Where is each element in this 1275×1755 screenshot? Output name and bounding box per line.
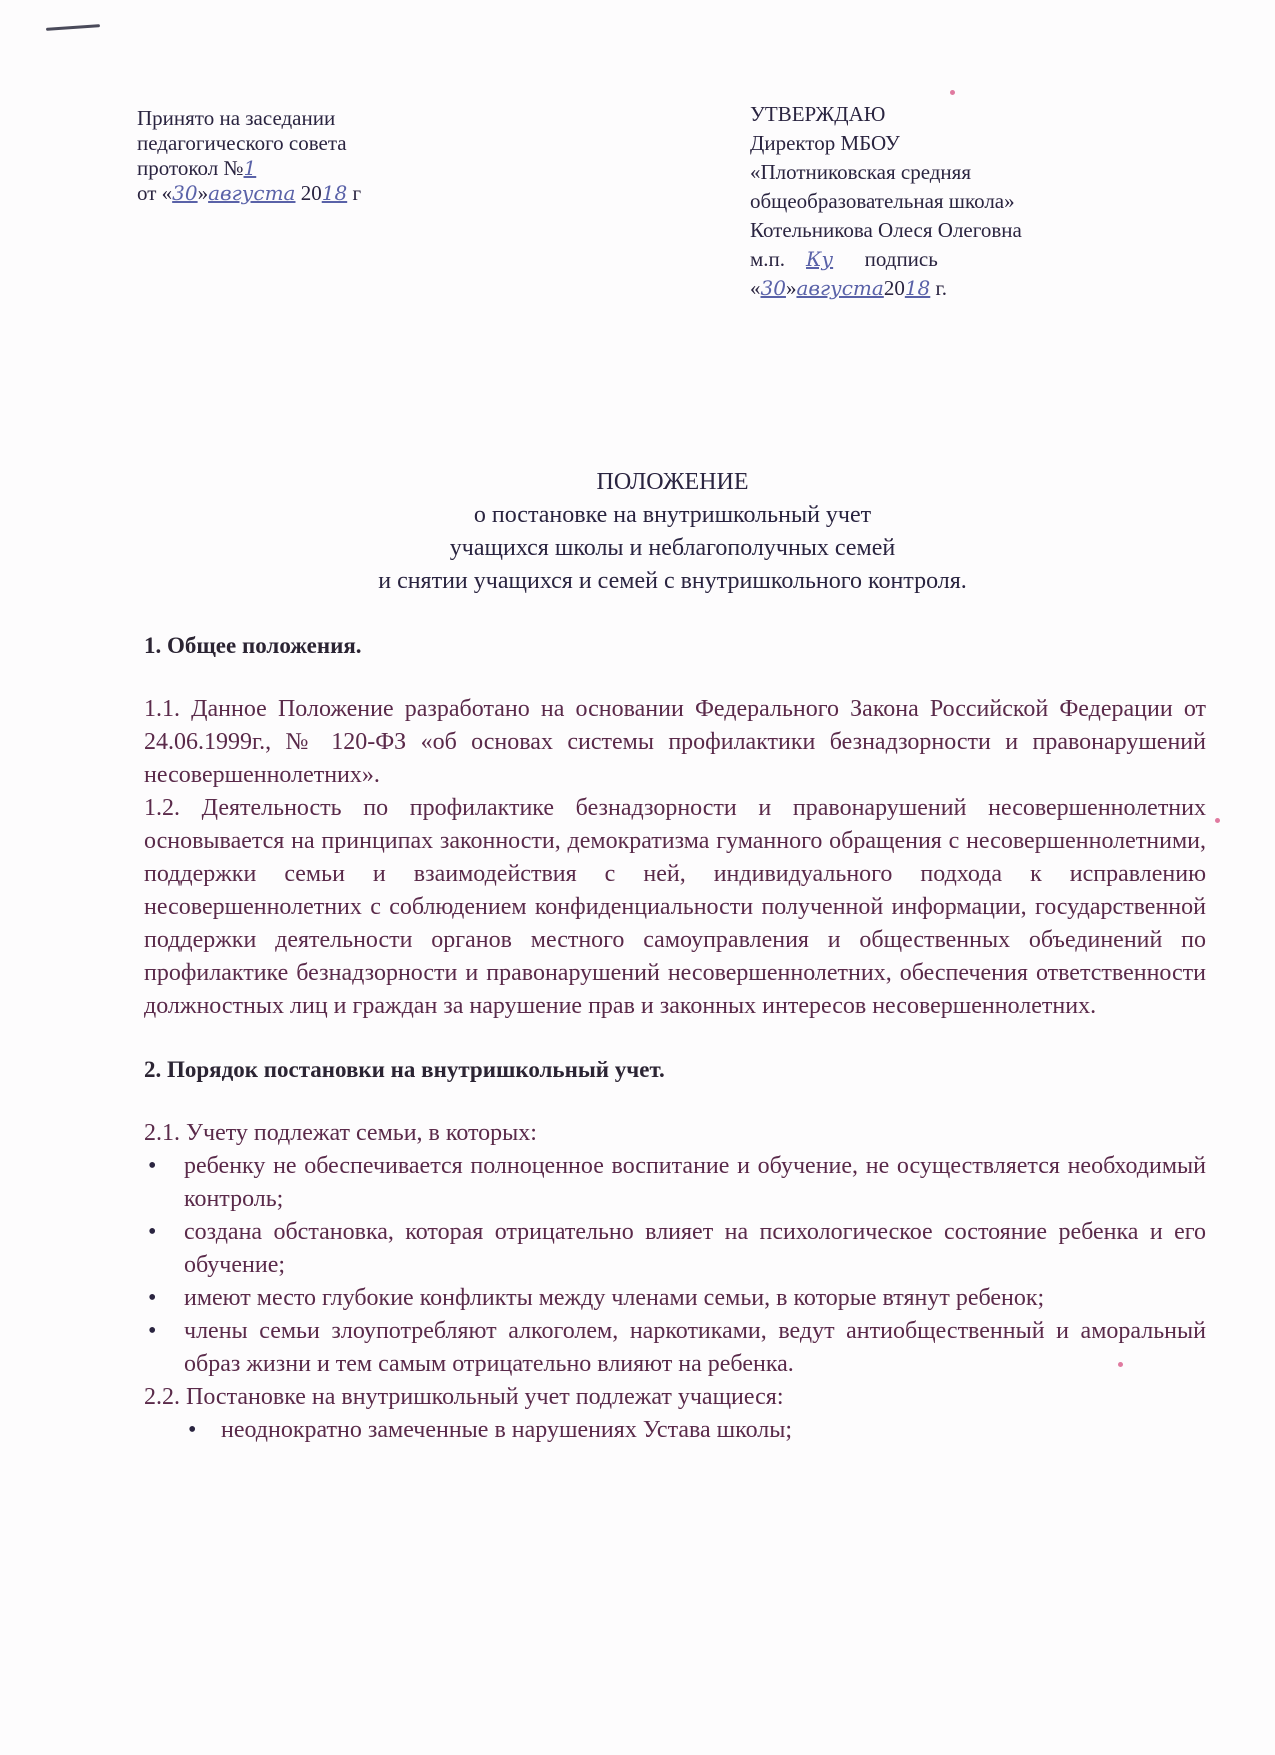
scan-speck: [1118, 1362, 1123, 1367]
title-line-1: ПОЛОЖЕНИЕ: [596, 469, 749, 495]
adoption-month-handwritten: августа: [208, 181, 296, 205]
bullet-icon: •: [148, 1285, 157, 1311]
document-body: [144, 633, 1206, 1447]
adoption-year-handwritten: 18: [321, 181, 348, 205]
protocol-number-handwritten: 1: [243, 156, 257, 180]
approval-line-1: УТВЕРЖДАЮ: [750, 102, 886, 126]
approval-year-handwritten: 18: [904, 276, 931, 300]
approval-date-line: «30»августа2018 г.: [750, 276, 948, 300]
approval-block: [750, 100, 1170, 303]
family-criteria-list: [144, 1150, 1206, 1381]
list-item: • члены семьи злоупотребляют алкоголем, наркотиками, ведут антиобщественный и аморальный образ жизни и тем самым отрицательно влияют на ребенка.: [144, 1315, 1206, 1381]
paragraph-2-1: 2.1. Учету подлежат семьи, в которых:: [144, 1120, 537, 1146]
approval-month-handwritten: августа: [796, 276, 884, 300]
list-item: • ребенку не обеспечивается полноценное воспитание и обучение, не осуществляется необходимый контроль;: [144, 1150, 1206, 1216]
adoption-line-2: педагогического совета: [137, 131, 347, 155]
bullet-icon: •: [188, 1417, 197, 1443]
approval-day-handwritten: 30: [760, 276, 786, 300]
document-title: [0, 466, 1275, 598]
paragraph-1-1: 1.1. Данное Положение разработано на основании Федерального Закона Российской Федерации от 24.06.1999г., № 120-ФЗ «об основах системы профилактики безнадзорности и правонарушений несовершеннолетних».: [144, 696, 1206, 788]
approval-line-4: общеобразовательная школа»: [750, 189, 1015, 213]
protocol-line: протокол №1: [137, 156, 257, 180]
scan-speck: [1215, 818, 1220, 823]
bullet-icon: •: [148, 1153, 157, 1179]
section-1-heading: 1. Общее положения.: [144, 633, 362, 658]
adoption-day-handwritten: 30: [172, 181, 198, 205]
title-line-3: учащихся школы и неблагополучных семей: [449, 535, 896, 561]
approval-line-3: «Плотниковская средняя: [750, 160, 971, 184]
bullet-icon: •: [148, 1219, 157, 1245]
list-item: • имеют место глубокие конфликты между членами семьи, в которые втянут ребенок;: [144, 1282, 1206, 1315]
scan-mark: [46, 24, 100, 31]
student-criteria-list: [144, 1414, 1206, 1447]
adoption-date-line: от «30»августа 2018 г: [137, 181, 362, 205]
adoption-line-1: Принято на заседании: [137, 106, 336, 130]
director-name: Котельникова Олеся Олеговна: [750, 218, 1022, 242]
approval-line-2: Директор МБОУ: [750, 131, 900, 155]
title-line-4: и снятии учащихся и семей с внутришкольного контроля.: [378, 568, 967, 594]
list-item: • неоднократно замеченные в нарушениях Устава школы;: [144, 1414, 1206, 1447]
signature-line: м.п. Ку подпись: [750, 247, 938, 271]
bullet-icon: •: [148, 1318, 157, 1344]
title-line-2: о постановке на внутришкольный учет: [473, 502, 872, 528]
paragraph-2-2: 2.2. Постановке на внутришкольный учет подлежат учащиеся:: [144, 1384, 784, 1410]
list-item: • создана обстановка, которая отрицательно влияет на психологическое состояние ребенка и его обучение;: [144, 1216, 1206, 1282]
scan-speck: [950, 90, 955, 95]
paragraph-1-2: 1.2. Деятельность по профилактике безнадзорности и правонарушений несовершеннолетних основывается на принципах законности, демократизма гуманного обращения с несовершеннолетними, поддержки семьи и взаимодействия с ней, индивидуального подхода к исправлению несовершеннолетних с соблюдением конфиденциальности полученной информации, государственной поддержки деятельности органов местного самоуправления и общественных объединений по профилактике безнадзорности и правонарушений несовершеннолетних, обеспечения ответственности должностных лиц и граждан за нарушение прав и законных интересов несовершеннолетних.: [144, 795, 1206, 1019]
section-2-heading: 2. Порядок постановки на внутришкольный учет.: [144, 1057, 665, 1082]
adoption-block: [137, 106, 557, 206]
director-signature: Ку: [806, 247, 834, 271]
